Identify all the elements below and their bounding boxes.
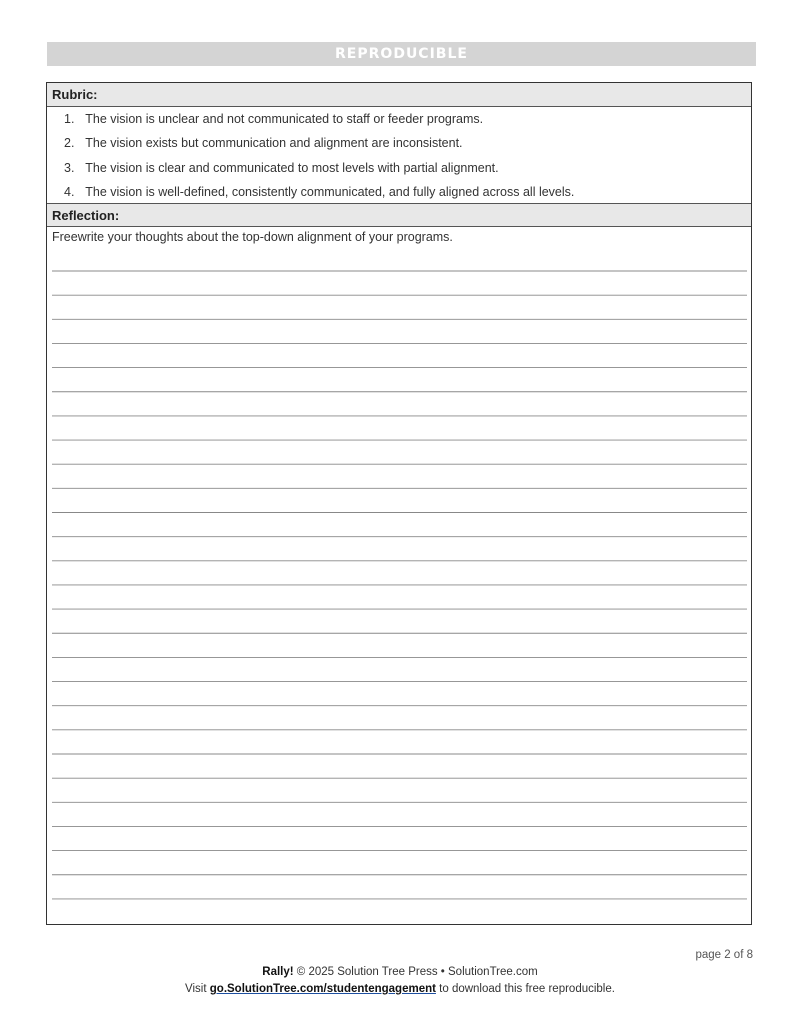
book-title: Rally! [262,966,294,978]
reflection-heading: Reflection: [47,203,751,227]
footer-credit [0,966,800,978]
reproducible-link[interactable]: go.SolutionTree.com/studentengagement [209,983,436,995]
page-number: page 2 of 8 [695,949,753,961]
reflection-prompt: Freewrite your thoughts about the top-down alignment of your programs. [52,230,453,244]
rubric-heading: Rubric: [47,83,751,107]
rubric-item: 2. The vision exists but communication and alignment are inconsistent. [64,136,463,151]
download-text: to download this free reproducible. [439,983,615,995]
rubric-item: 1. The vision is unclear and not communicated to staff or feeder programs. [64,112,484,126]
copyright-text: © 2025 Solution Tree Press • SolutionTree.com [296,966,538,978]
writing-lines [47,83,751,924]
rubric-item: 4. The vision is well-defined, consistently communicated, and fully aligned across all levels. [64,184,575,199]
worksheet-frame [46,82,752,925]
rubric-item: 3. The vision is clear and communicated to most levels with partial alignment. [64,160,499,175]
footer-visit [0,983,800,995]
visit-text: Visit [185,983,207,995]
reproducible-banner: REPRODUCIBLE [47,42,756,66]
